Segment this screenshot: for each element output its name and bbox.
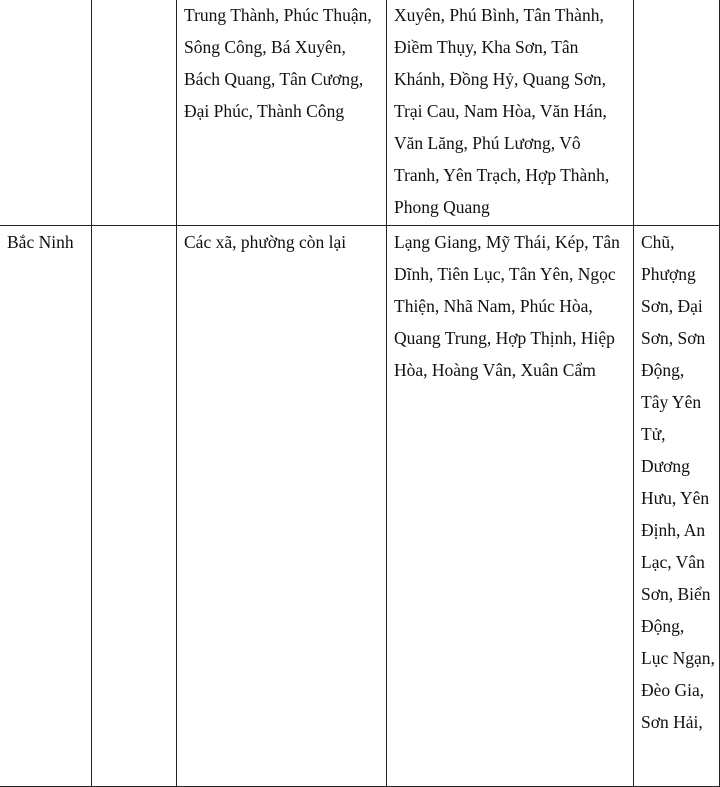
- province-cell: [0, 0, 92, 226]
- column-4-cell: [387, 226, 634, 787]
- column-4-text: Lạng Giang, Mỹ Thái, Kép, Tân Dĩnh, Tiên Lục, Tân Yên, Ngọc Thiện, Nhã Nam, Phúc Hòa, Quang Trung, Hợp Thịnh, Hiệp Hòa, Hoàng Vân, Xuân Cẩm: [394, 232, 620, 380]
- column-3-text: Trung Thành, Phúc Thuận, Sông Công, Bá Xuyên, Bách Quang, Tân Cương, Đại Phúc, Thành Công: [184, 5, 372, 121]
- column-4-cell: [387, 0, 634, 226]
- column-5-cell: [634, 226, 720, 787]
- column-4-text: Xuyên, Phú Bình, Tân Thành, Điềm Thụy, Kha Sơn, Tân Khánh, Đồng Hỷ, Quang Sơn, Trại Cau, Nam Hòa, Văn Hán, Văn Lăng, Phú Lương, Vô Tranh, Yên Trạch, Hợp Thành, Phong Quang: [394, 5, 610, 217]
- column-2-cell: [92, 226, 177, 787]
- column-5-text: Chũ, Phượng Sơn, Đại Sơn, Sơn Động, Tây Yên Tử, Dương Hưu, Yên Định, An Lạc, Vân Sơn, Biển Động, Lục Ngạn, Đèo Gia, Sơn Hải,: [641, 232, 715, 732]
- table-row: [0, 226, 720, 787]
- column-3-cell: [177, 226, 387, 787]
- province-cell: [0, 226, 92, 787]
- table-row: [0, 0, 720, 226]
- column-2-cell: [92, 0, 177, 226]
- column-3-cell: [177, 0, 387, 226]
- column-5-cell: [634, 0, 720, 226]
- column-3-text: Các xã, phường còn lại: [184, 232, 347, 252]
- province-text: Bắc Ninh: [7, 232, 74, 252]
